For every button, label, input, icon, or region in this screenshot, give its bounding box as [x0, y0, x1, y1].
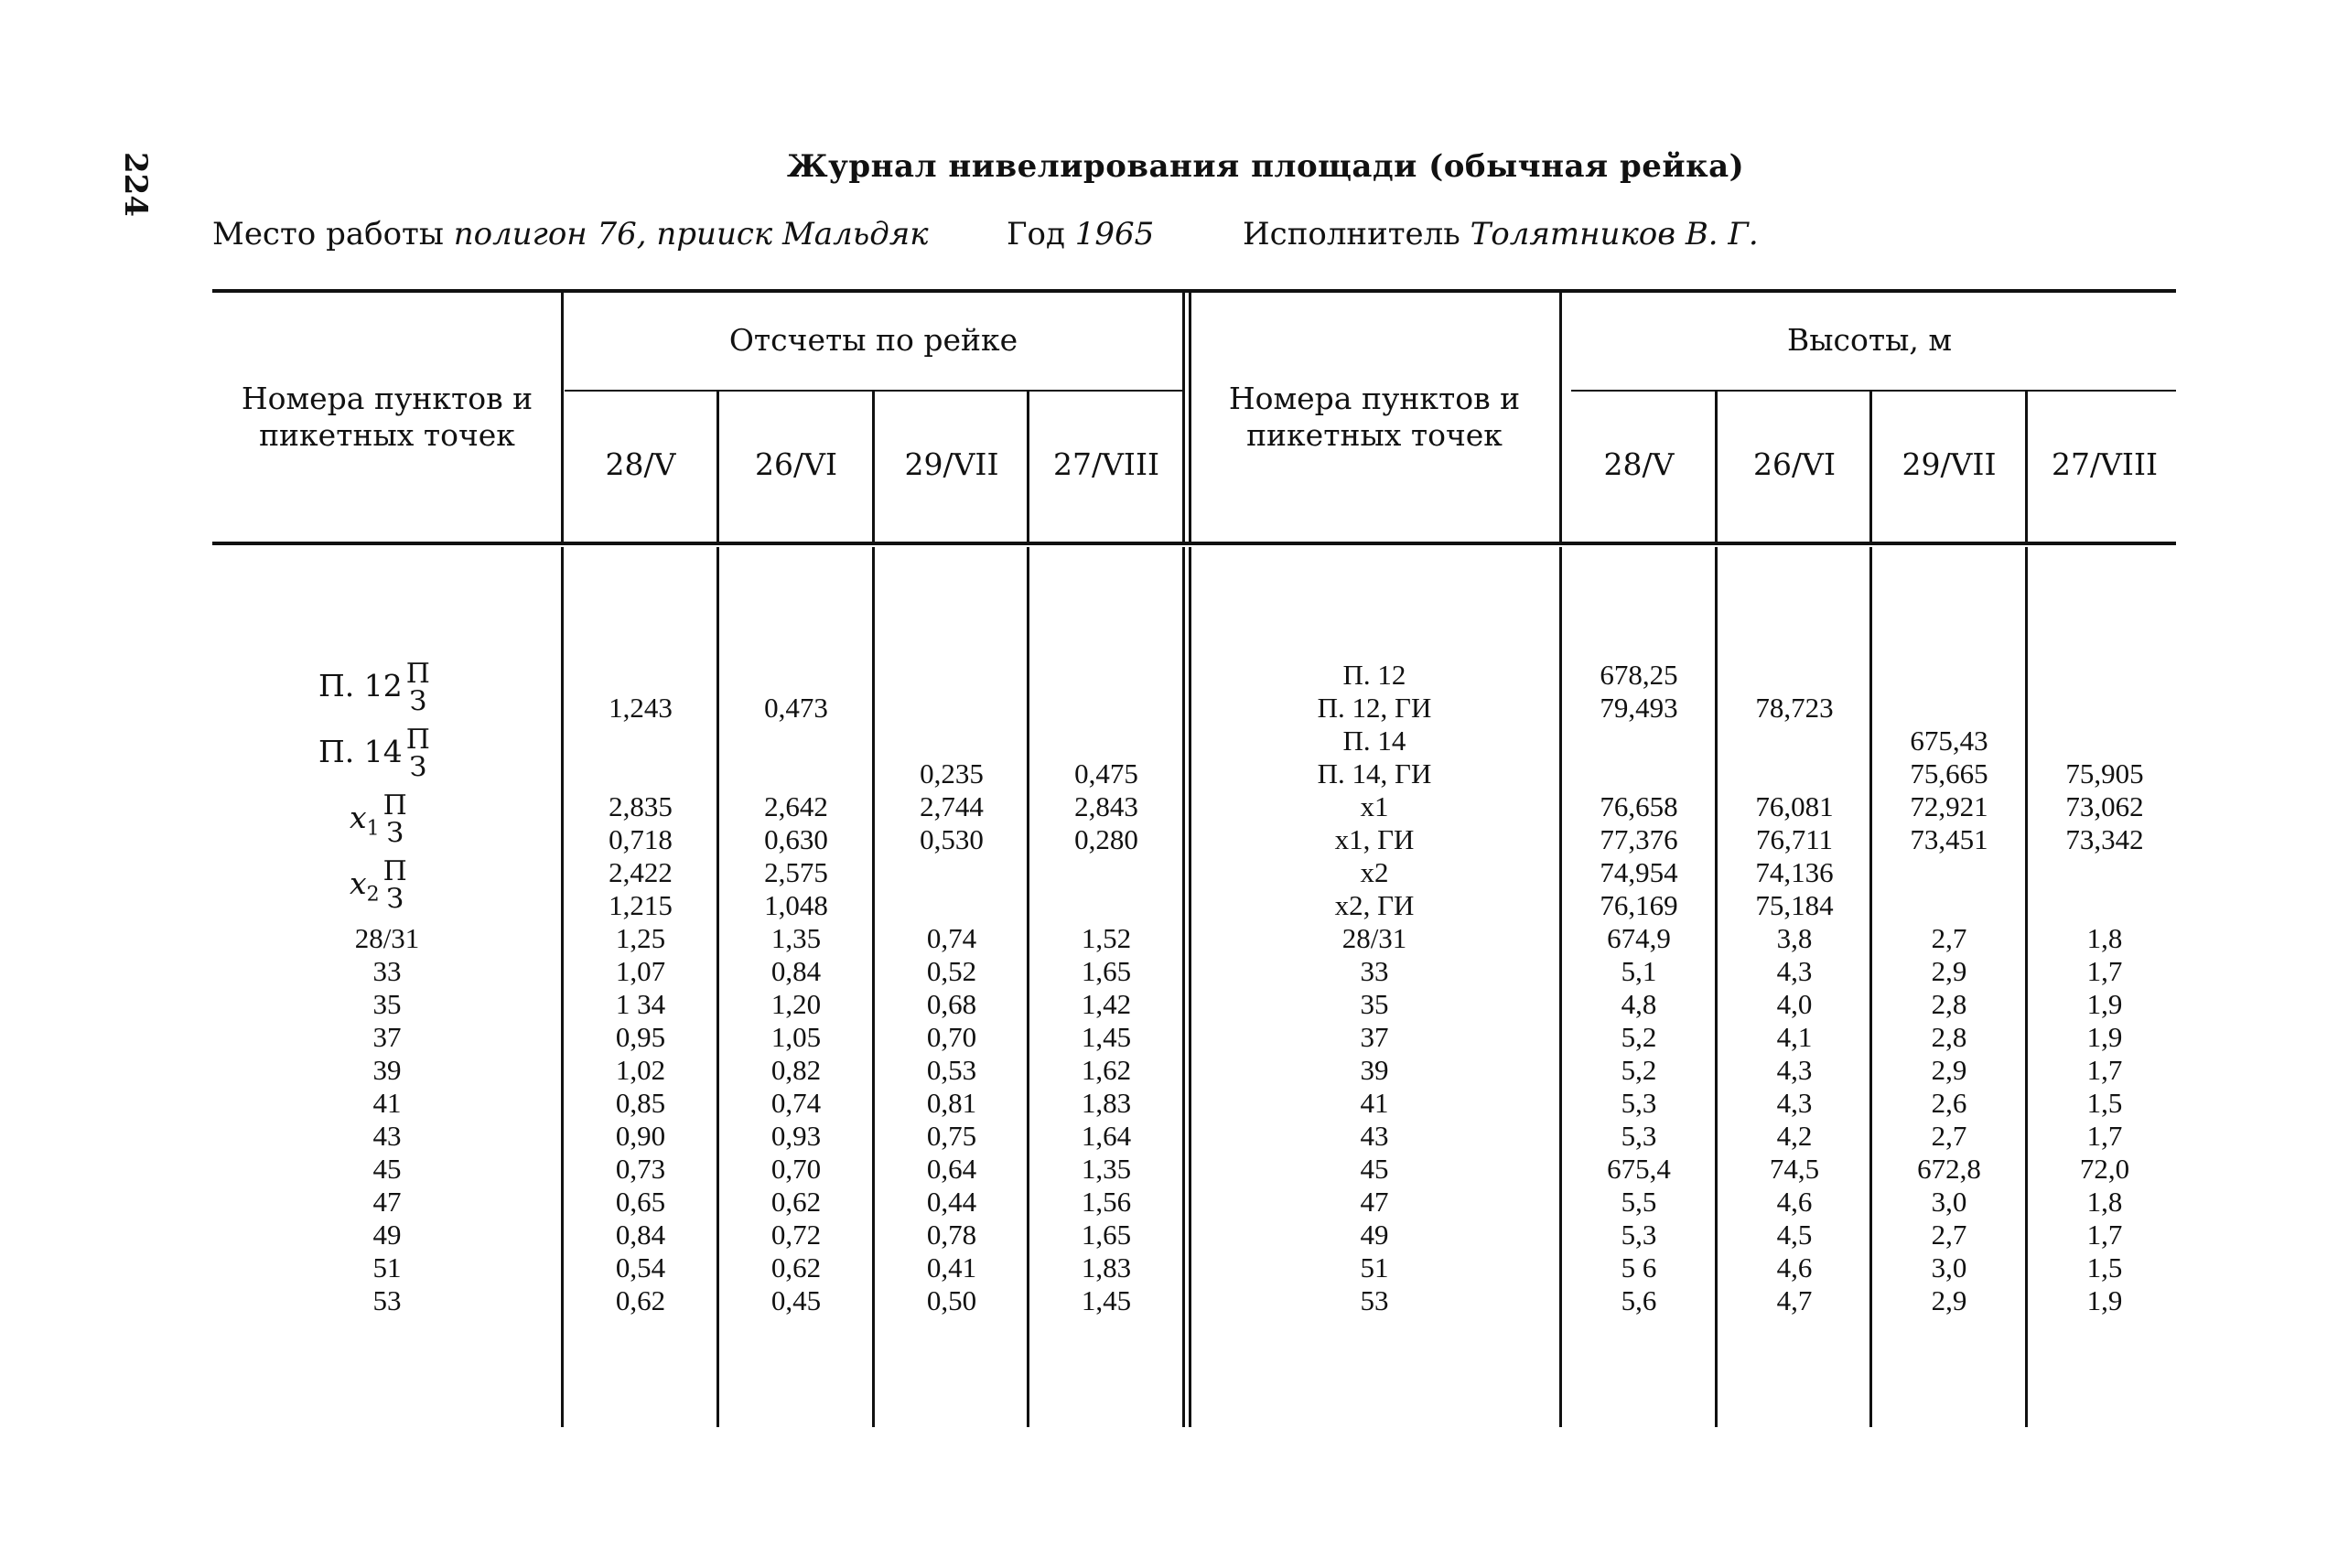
height-cell: 1,7: [2086, 1120, 2123, 1152]
fraction-bottom: З: [409, 751, 427, 783]
reading-cell: 1,64: [1081, 1120, 1132, 1152]
reading-cell: 0,475: [1074, 757, 1138, 789]
reading-cell: 0,78: [926, 1219, 977, 1251]
page-number: 224: [117, 152, 154, 217]
reading-cell: 0,73: [615, 1153, 666, 1185]
height-cell: 75,184: [1755, 889, 1834, 921]
place-value: полигон 76, прииск Мальдяк: [453, 216, 929, 252]
picket-label: 43: [372, 1120, 402, 1152]
height-date-header: 27/VIII: [2051, 446, 2159, 482]
reading-cell: 0,52: [926, 955, 977, 987]
col-divider: [561, 293, 564, 542]
reading-cell: 1,02: [615, 1054, 666, 1086]
height-cell: 1,5: [2086, 1087, 2123, 1119]
point-label-right: 37: [1360, 1021, 1389, 1053]
point-label-right: x1: [1360, 790, 1389, 822]
point-label-x2: [350, 855, 407, 915]
height-cell: 2,8: [1931, 988, 1967, 1020]
reading-cell: 0,95: [615, 1021, 666, 1053]
point-label-right: 35: [1360, 988, 1389, 1020]
height-cell: 678,25: [1600, 659, 1678, 691]
year-label: Год: [1007, 216, 1065, 252]
reading-cell: 0,54: [615, 1251, 666, 1283]
point-label-right: 53: [1360, 1284, 1389, 1316]
height-cell: 5,2: [1621, 1021, 1657, 1053]
reading-cell: 0,44: [926, 1186, 977, 1218]
reading-cell: 1,215: [609, 889, 673, 921]
reading-date-header: 28/V: [605, 446, 676, 482]
header-readings: Отсчеты по рейке: [728, 322, 1018, 358]
height-cell: 73,451: [1910, 823, 1988, 855]
height-cell: 672,8: [1917, 1153, 1981, 1185]
height-cell: 4,8: [1621, 988, 1657, 1020]
reading-cell: 0,85: [615, 1087, 666, 1119]
picket-label: 33: [372, 955, 402, 987]
height-cell: 2,8: [1931, 1021, 1967, 1053]
height-cell: 2,9: [1931, 955, 1967, 987]
height-cell: 674,9: [1607, 922, 1671, 954]
height-cell: 1,8: [2086, 1186, 2123, 1218]
reading-cell: 2,843: [1074, 790, 1138, 822]
reading-cell: 0,630: [764, 823, 828, 855]
height-cell: 675,4: [1607, 1153, 1671, 1185]
header-bottom-rule: [212, 542, 2176, 545]
height-cell: 2,6: [1931, 1087, 1967, 1119]
point-name: x: [350, 865, 367, 901]
picket-label: 37: [372, 1021, 402, 1053]
height-cell: 5,5: [1621, 1186, 1657, 1218]
height-cell: 5,3: [1621, 1219, 1657, 1251]
reading-cell: 1 34: [615, 988, 666, 1020]
picket-label: 45: [372, 1153, 402, 1185]
height-cell: 4,3: [1776, 955, 1813, 987]
col-divider: [561, 547, 564, 1427]
reading-cell: 1,20: [770, 988, 822, 1020]
col-divider: [1715, 547, 1718, 1427]
reading-cell: 1,62: [1081, 1054, 1132, 1086]
executor-field: [1243, 216, 1759, 252]
year-field: [1007, 216, 1154, 252]
reading-cell: 1,52: [1081, 922, 1132, 954]
reading-cell: 0,50: [926, 1284, 977, 1316]
fraction-top: П: [382, 855, 407, 887]
executor-label: Исполнитель: [1243, 216, 1460, 252]
reading-cell: 1,65: [1081, 1219, 1132, 1251]
executor-value: Толятников В. Г.: [1470, 216, 1759, 252]
reading-cell: 2,575: [764, 856, 828, 888]
col-divider: [872, 547, 875, 1427]
col-divider: [1559, 293, 1562, 542]
heights-subheader-rule: [1571, 390, 2176, 392]
picket-label: 41: [372, 1087, 402, 1119]
picket-label: 28/31: [354, 922, 420, 954]
place-label: Место работы: [212, 216, 444, 252]
height-cell: 4,3: [1776, 1054, 1813, 1086]
height-cell: 1,9: [2086, 1021, 2123, 1053]
col-divider: [1189, 547, 1191, 1427]
height-cell: 2,7: [1931, 1120, 1967, 1152]
point-label-right: П. 12: [1342, 659, 1406, 691]
height-cell: 5,3: [1621, 1120, 1657, 1152]
height-cell: 72,921: [1910, 790, 1988, 822]
reading-cell: 0,84: [770, 955, 822, 987]
height-cell: 1,7: [2086, 955, 2123, 987]
picket-label: 35: [372, 988, 402, 1020]
point-label-right: 39: [1360, 1054, 1389, 1086]
picket-label: 39: [372, 1054, 402, 1086]
subscript: 1: [366, 817, 380, 841]
height-cell: 72,0: [2079, 1153, 2130, 1185]
height-cell: 1,9: [2086, 988, 2123, 1020]
reading-cell: 0,72: [770, 1219, 822, 1251]
point-label-right: 45: [1360, 1153, 1389, 1185]
point-label-p12: [318, 660, 430, 715]
point-name: П. 12: [318, 668, 403, 703]
point-name: П. 14: [318, 734, 403, 769]
col-divider: [1715, 392, 1718, 542]
place-field: [212, 216, 929, 252]
col-divider: [872, 392, 875, 542]
height-cell: 74,5: [1769, 1153, 1820, 1185]
height-cell: 4,0: [1776, 988, 1813, 1020]
reading-cell: 0,70: [926, 1021, 977, 1053]
col-divider: [1182, 293, 1185, 542]
reading-cell: 1,048: [764, 889, 828, 921]
reading-cell: 0,280: [1074, 823, 1138, 855]
point-label-right: П. 12, ГИ: [1317, 692, 1432, 724]
fraction: [382, 855, 407, 915]
point-label-right: 47: [1360, 1186, 1389, 1218]
height-cell: 4,2: [1776, 1120, 1813, 1152]
col-divider: [1182, 547, 1185, 1427]
col-divider: [2025, 392, 2028, 542]
year-value: 1965: [1074, 216, 1155, 252]
col-divider: [1189, 293, 1191, 542]
reading-date-header: 27/VIII: [1052, 446, 1160, 482]
height-cell: 5 6: [1621, 1251, 1657, 1283]
reading-cell: 1,83: [1081, 1087, 1132, 1119]
reading-cell: 0,82: [770, 1054, 822, 1086]
height-cell: 3,0: [1931, 1251, 1967, 1283]
reading-cell: 0,62: [615, 1284, 666, 1316]
height-cell: 1,8: [2086, 922, 2123, 954]
page-title: Журнал нивелирования площади (обычная рейка): [787, 148, 1745, 185]
height-cell: 78,723: [1755, 692, 1834, 724]
height-cell: 73,062: [2065, 790, 2144, 822]
point-label-p14: [318, 726, 430, 781]
header-points-left: Номера пунктов и пикетных точек: [241, 381, 533, 453]
col-divider: [1559, 547, 1562, 1427]
height-cell: 2,9: [1931, 1054, 1967, 1086]
reading-cell: 2,642: [764, 790, 828, 822]
height-cell: 4,5: [1776, 1219, 1813, 1251]
picket-label: 47: [372, 1186, 402, 1218]
reading-cell: 2,744: [920, 790, 984, 822]
height-cell: 2,9: [1931, 1284, 1967, 1316]
reading-cell: 1,42: [1081, 988, 1132, 1020]
subscript: 2: [366, 883, 380, 907]
height-cell: 73,342: [2065, 823, 2144, 855]
height-cell: 76,711: [1755, 823, 1834, 855]
reading-cell: 0,75: [926, 1120, 977, 1152]
height-cell: 75,665: [1910, 757, 1988, 789]
reading-cell: 1,243: [609, 692, 673, 724]
fraction: [382, 789, 407, 849]
reading-cell: 0,718: [609, 823, 673, 855]
point-label-right: x2: [1360, 856, 1389, 888]
point-label-right: x1, ГИ: [1334, 823, 1415, 855]
reading-cell: 0,74: [926, 922, 977, 954]
reading-cell: 0,93: [770, 1120, 822, 1152]
height-cell: 1,7: [2086, 1054, 2123, 1086]
point-label-right: 49: [1360, 1219, 1389, 1251]
reading-cell: 0,473: [764, 692, 828, 724]
point-label-right: 51: [1360, 1251, 1389, 1283]
point-label-right: 33: [1360, 955, 1389, 987]
fraction: [406, 660, 430, 715]
reading-cell: 1,25: [615, 922, 666, 954]
reading-cell: 2,835: [609, 790, 673, 822]
point-label-right: П. 14: [1342, 725, 1406, 757]
point-label-right: x2, ГИ: [1334, 889, 1415, 921]
col-divider: [716, 392, 719, 542]
height-cell: 1,5: [2086, 1251, 2123, 1283]
fraction-top: П: [405, 658, 430, 690]
reading-cell: 1,35: [1081, 1153, 1132, 1185]
reading-cell: 1,45: [1081, 1021, 1132, 1053]
point-label-right: П. 14, ГИ: [1317, 757, 1432, 789]
height-cell: 4,6: [1776, 1251, 1813, 1283]
height-cell: 5,1: [1621, 955, 1657, 987]
picket-label: 53: [372, 1284, 402, 1316]
reading-date-header: 29/VII: [904, 446, 999, 482]
fraction-bottom: З: [409, 685, 427, 717]
height-cell: 2,7: [1931, 922, 1967, 954]
reading-cell: 0,90: [615, 1120, 666, 1152]
height-cell: 4,1: [1776, 1021, 1813, 1053]
height-date-header: 29/VII: [1901, 446, 1997, 482]
picket-label: 51: [372, 1251, 402, 1283]
height-cell: 5,3: [1621, 1087, 1657, 1119]
point-name: x: [350, 800, 367, 835]
height-cell: 675,43: [1910, 725, 1988, 757]
height-cell: 4,7: [1776, 1284, 1813, 1316]
point-label-right: 28/31: [1341, 922, 1407, 954]
reading-cell: 1,83: [1081, 1251, 1132, 1283]
fraction-bottom: З: [386, 883, 404, 915]
height-cell: 1,9: [2086, 1284, 2123, 1316]
col-divider: [716, 547, 719, 1427]
reading-cell: 0,62: [770, 1186, 822, 1218]
height-cell: 5,6: [1621, 1284, 1657, 1316]
reading-cell: 0,235: [920, 757, 984, 789]
reading-cell: 0,62: [770, 1251, 822, 1283]
reading-cell: 0,70: [770, 1153, 822, 1185]
fraction-top: П: [382, 789, 407, 822]
reading-cell: 0,41: [926, 1251, 977, 1283]
height-cell: 2,7: [1931, 1219, 1967, 1251]
height-cell: 3,0: [1931, 1186, 1967, 1218]
reading-cell: 2,422: [609, 856, 673, 888]
height-date-header: 28/V: [1603, 446, 1675, 482]
height-cell: 4,3: [1776, 1087, 1813, 1119]
reading-cell: 0,68: [926, 988, 977, 1020]
col-divider: [2025, 547, 2028, 1427]
height-cell: 76,658: [1600, 790, 1678, 822]
reading-cell: 0,74: [770, 1087, 822, 1119]
height-cell: 1,7: [2086, 1219, 2123, 1251]
reading-cell: 0,64: [926, 1153, 977, 1185]
height-cell: 75,905: [2065, 757, 2144, 789]
height-date-header: 26/VI: [1753, 446, 1836, 482]
height-cell: 74,954: [1600, 856, 1678, 888]
point-label-right: 41: [1360, 1087, 1389, 1119]
reading-cell: 1,65: [1081, 955, 1132, 987]
reading-cell: 0,81: [926, 1087, 977, 1119]
reading-cell: 0,45: [770, 1284, 822, 1316]
point-label-x1: [350, 789, 407, 849]
reading-cell: 1,45: [1081, 1284, 1132, 1316]
table-top-rule: [212, 289, 2176, 293]
reading-cell: 1,05: [770, 1021, 822, 1053]
fraction-bottom: З: [386, 817, 404, 849]
reading-date-header: 26/VI: [755, 446, 837, 482]
reading-cell: 0,53: [926, 1054, 977, 1086]
reading-cell: 1,07: [615, 955, 666, 987]
height-cell: 76,169: [1600, 889, 1678, 921]
height-cell: 76,081: [1755, 790, 1834, 822]
header-points-right: Номера пунктов и пикетных точек: [1228, 381, 1521, 453]
reading-cell: 1,56: [1081, 1186, 1132, 1218]
reading-cell: 0,530: [920, 823, 984, 855]
height-cell: 5,2: [1621, 1054, 1657, 1086]
height-cell: 74,136: [1755, 856, 1834, 888]
height-cell: 77,376: [1600, 823, 1678, 855]
reading-cell: 0,65: [615, 1186, 666, 1218]
header-heights: Высоты, м: [1786, 322, 1953, 358]
point-label-right: 43: [1360, 1120, 1389, 1152]
fraction: [406, 726, 430, 781]
fraction-top: П: [405, 724, 430, 756]
height-cell: 4,6: [1776, 1186, 1813, 1218]
reading-cell: 1,35: [770, 922, 822, 954]
height-cell: 79,493: [1600, 692, 1678, 724]
picket-label: 49: [372, 1219, 402, 1251]
height-cell: 3,8: [1776, 922, 1813, 954]
reading-cell: 0,84: [615, 1219, 666, 1251]
